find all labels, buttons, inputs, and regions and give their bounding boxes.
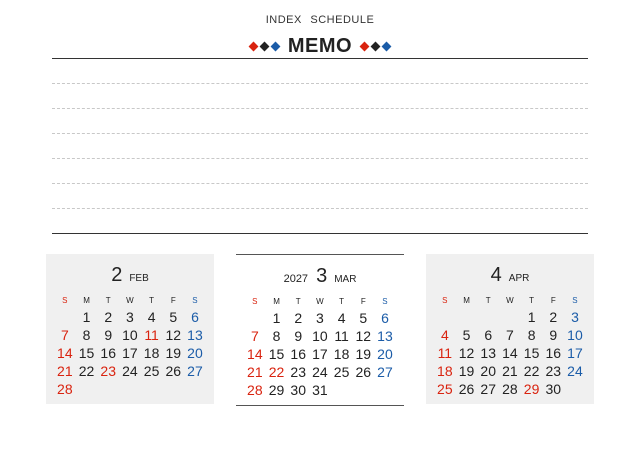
month-number: 3 <box>316 265 328 287</box>
calendar-day: 19 <box>355 346 372 362</box>
calendar-day: 15 <box>78 345 95 361</box>
calendar-day: 25 <box>143 363 160 379</box>
month-name: FEB <box>129 273 149 284</box>
calendar-day: 28 <box>247 382 263 398</box>
calendar-day: 22 <box>78 363 95 379</box>
weekday-label: W <box>126 295 134 305</box>
calendar-week-row <box>434 380 586 398</box>
calendar-day: 11 <box>144 327 159 343</box>
calendar-day: 20 <box>480 363 496 379</box>
weekday-header-row <box>434 292 586 308</box>
calendar-week-row <box>244 381 396 399</box>
weekday-label: F <box>550 295 556 305</box>
calendar-day: 2 <box>549 309 558 325</box>
calendar-day: 7 <box>250 328 259 344</box>
calendar-day: 23 <box>545 363 562 379</box>
calendar-week-row <box>54 344 206 362</box>
calendar-day: 19 <box>165 345 182 361</box>
calendar-day: 29 <box>523 381 540 397</box>
calendar-day: 23 <box>290 364 306 380</box>
memo-line <box>52 83 588 84</box>
calendar-day: 22 <box>268 364 285 380</box>
calendar-day: 8 <box>527 327 536 343</box>
weekday-header-row <box>244 293 396 309</box>
blue-diamond-icon <box>382 41 392 51</box>
calendar-week-row <box>54 308 206 326</box>
calendar-day: 28 <box>502 381 518 397</box>
calendar-day: 18 <box>143 345 160 361</box>
calendar-day: 9 <box>549 327 558 343</box>
memo-title-row <box>0 35 640 57</box>
weekday-label: T <box>485 295 491 305</box>
calendar-year: 2027 <box>283 273 309 285</box>
calendar-day: 5 <box>462 327 471 343</box>
month-number: 4 <box>490 264 502 286</box>
calendar-day: 23 <box>100 363 116 379</box>
memo-line <box>52 208 588 209</box>
calendar-day: 24 <box>312 364 328 380</box>
memo-line <box>52 183 588 184</box>
calendar-day: 17 <box>567 345 583 361</box>
index-label: INDEX <box>265 14 302 26</box>
calendar-day: 8 <box>82 327 91 343</box>
weekday-label: W <box>506 295 514 305</box>
calendar-day: 22 <box>523 363 540 379</box>
calendar-day: 31 <box>312 382 328 398</box>
calendar-header <box>426 264 594 286</box>
calendar-day: 21 <box>502 363 518 379</box>
left-diamonds-ornament <box>248 43 281 50</box>
memo-line <box>52 133 588 134</box>
calendar-day: 9 <box>104 327 113 343</box>
calendar-header <box>46 264 214 286</box>
weekday-label: T <box>105 295 111 305</box>
calendar-day: 4 <box>147 309 156 325</box>
calendar-day: 29 <box>268 382 285 398</box>
calendar-grid <box>244 293 396 399</box>
weekday-header-row <box>54 292 206 308</box>
calendar-week-row <box>244 345 396 363</box>
calendar-week-row <box>54 380 206 398</box>
calendar-week-row <box>434 326 586 344</box>
calendar-day: 2 <box>294 310 303 326</box>
calendar-week-row <box>244 309 396 327</box>
header-subtitle <box>0 14 640 26</box>
calendar-day: 28 <box>57 381 73 397</box>
calendar-day: 4 <box>440 327 449 343</box>
calendar-april <box>426 254 594 404</box>
red-diamond-icon <box>360 41 370 51</box>
calendar-day: 16 <box>290 346 306 362</box>
schedule-label: SCHEDULE <box>310 14 375 26</box>
memo-title: MEMO <box>287 34 353 57</box>
calendar-week-row <box>244 327 396 345</box>
calendar-day: 19 <box>458 363 475 379</box>
calendar-week-row <box>434 308 586 326</box>
weekday-label: F <box>170 295 176 305</box>
calendar-day: 26 <box>458 381 475 397</box>
calendar-day: 16 <box>545 345 562 361</box>
calendar-day: 10 <box>312 328 328 344</box>
calendar-day: 11 <box>334 328 349 344</box>
calendar-day: 24 <box>122 363 138 379</box>
calendar-day: 15 <box>523 345 540 361</box>
calendar-day: 14 <box>57 345 73 361</box>
weekday-label: S <box>62 295 68 305</box>
calendar-day: 17 <box>312 346 328 362</box>
memo-top-rule <box>52 58 588 59</box>
calendar-day: 10 <box>567 327 583 343</box>
calendar-day: 20 <box>377 346 393 362</box>
calendar-day: 8 <box>272 328 281 344</box>
right-diamonds-ornament <box>359 43 392 50</box>
calendar-day: 3 <box>316 310 324 326</box>
calendar-day: 1 <box>527 309 536 325</box>
memo-line <box>52 158 588 159</box>
blue-diamond-icon <box>270 41 280 51</box>
calendar-week-row <box>434 362 586 380</box>
calendar-day: 12 <box>165 327 182 343</box>
calendar-day: 14 <box>247 346 263 362</box>
calendar-day: 30 <box>545 381 562 397</box>
calendar-day: 14 <box>502 345 518 361</box>
weekday-label: T <box>149 295 155 305</box>
calendar-day: 26 <box>165 363 182 379</box>
calendar-week-row <box>54 362 206 380</box>
calendar-day: 12 <box>355 328 372 344</box>
calendar-day: 2 <box>104 309 113 325</box>
calendar-day: 11 <box>437 345 453 361</box>
month-name: APR <box>508 273 530 284</box>
calendar-day: 20 <box>187 345 203 361</box>
calendar-grid <box>54 292 206 398</box>
calendar-day: 26 <box>355 364 372 380</box>
memo-line <box>52 108 588 109</box>
calendar-day: 21 <box>57 363 73 379</box>
calendar-day: 15 <box>268 346 285 362</box>
weekday-label: S <box>442 295 448 305</box>
calendar-header <box>236 265 404 287</box>
calendar-day: 1 <box>272 310 281 326</box>
black-diamond-icon <box>259 41 269 51</box>
red-diamond-icon <box>248 41 258 51</box>
calendar-day: 13 <box>480 345 496 361</box>
weekday-label: T <box>529 295 535 305</box>
calendar-day: 27 <box>377 364 393 380</box>
calendar-day: 6 <box>381 310 389 326</box>
calendar-day: 6 <box>484 327 493 343</box>
calendar-day: 7 <box>60 327 69 343</box>
calendar-week-row <box>54 326 206 344</box>
calendar-day: 16 <box>100 345 116 361</box>
weekday-label: M <box>83 295 90 305</box>
calendar-day: 25 <box>333 364 350 380</box>
weekday-label: W <box>316 296 324 306</box>
calendar-day: 18 <box>333 346 350 362</box>
calendar-day: 3 <box>571 309 579 325</box>
calendar-day: 27 <box>187 363 203 379</box>
month-number: 2 <box>111 264 123 286</box>
calendar-day: 4 <box>337 310 346 326</box>
calendar-day: 9 <box>294 328 303 344</box>
weekday-label: M <box>273 296 280 306</box>
calendar-day: 13 <box>187 327 203 343</box>
memo-bottom-rule <box>52 233 588 234</box>
black-diamond-icon <box>371 41 381 51</box>
weekday-label: T <box>295 296 301 306</box>
weekday-label: F <box>360 296 366 306</box>
calendar-day: 18 <box>437 363 453 379</box>
calendar-day: 21 <box>247 364 263 380</box>
calendar-day: 13 <box>377 328 393 344</box>
calendar-day: 6 <box>191 309 199 325</box>
month-name: MAR <box>334 274 357 285</box>
weekday-label: S <box>252 296 258 306</box>
calendar-day: 25 <box>437 381 453 397</box>
calendar-day: 5 <box>359 310 368 326</box>
calendar-february <box>46 254 214 404</box>
calendar-day: 27 <box>480 381 496 397</box>
calendar-day: 3 <box>126 309 134 325</box>
calendar-grid <box>434 292 586 398</box>
calendar-week-row <box>434 344 586 362</box>
calendar-day: 24 <box>567 363 583 379</box>
calendar-day: 30 <box>290 382 306 398</box>
calendar-day: 5 <box>169 309 178 325</box>
calendar-week-row <box>244 363 396 381</box>
weekday-label: S <box>382 296 388 306</box>
weekday-label: S <box>572 295 578 305</box>
calendar-day: 7 <box>506 327 514 343</box>
calendar-march <box>236 254 404 406</box>
weekday-label: S <box>192 295 198 305</box>
calendar-day: 12 <box>458 345 475 361</box>
calendar-day: 1 <box>82 309 91 325</box>
calendar-day: 10 <box>122 327 138 343</box>
weekday-label: M <box>463 295 470 305</box>
weekday-label: T <box>339 296 345 306</box>
calendar-day: 17 <box>122 345 138 361</box>
